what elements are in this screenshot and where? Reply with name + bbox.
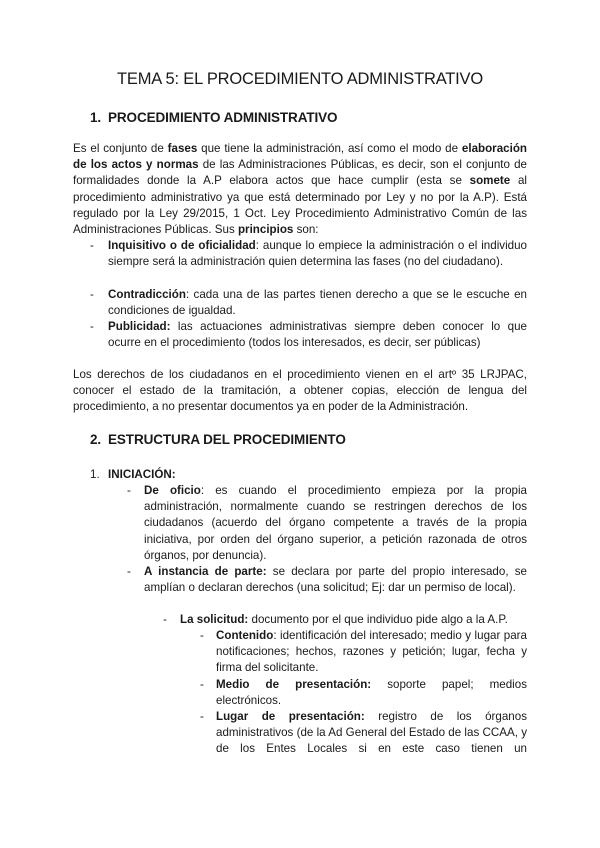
- solicitud-text: [180, 612, 530, 628]
- item-label: Medio de presentación:: [216, 678, 372, 691]
- detail-text: [216, 628, 527, 677]
- section-1-heading: [90, 110, 337, 125]
- text-run: las actuaciones administrativas siempre deben conocer lo que ocurre en el procedimiento (todos los interesados, es decir, ser públicas): [108, 320, 527, 350]
- bold-run: somete: [469, 174, 511, 188]
- principle-text: [108, 319, 527, 351]
- dash-bullet: -: [90, 239, 94, 252]
- item-label: A instancia de parte:: [144, 565, 267, 578]
- dash-bullet: -: [200, 710, 204, 723]
- dash-bullet: -: [200, 678, 204, 691]
- dash-bullet: -: [127, 484, 131, 497]
- text-run: Es el conjunto de: [73, 142, 168, 155]
- principle-label: Publicidad:: [108, 320, 171, 333]
- detail-text: [216, 709, 527, 758]
- dash-bullet: -: [90, 320, 94, 333]
- text-run: : identificación del interesado; medio y lugar para notificaciones; hechos, razones y petición; lugar, fecha y firma del solicitante.: [216, 629, 527, 675]
- text-run: son:: [293, 223, 319, 237]
- subsection-label: INICIACIÓN:: [108, 468, 176, 481]
- bold-run: principios: [237, 223, 294, 237]
- text-run: que tiene la administración, así como el modo de: [197, 142, 462, 155]
- section-title: ESTRUCTURA DEL PROCEDIMIENTO: [108, 432, 346, 447]
- dash-bullet: -: [200, 629, 204, 642]
- text-run: registro de los órganos administrativos (de la Ad General del Estado de las CCAA, y de los Entes Locales si en este caso tienen un: [216, 710, 527, 756]
- item-label: La solicitud:: [180, 613, 249, 626]
- dash-bullet: -: [163, 613, 167, 626]
- detail-text: [216, 677, 527, 709]
- bold-run: elaboración de los actos y normas: [73, 142, 527, 172]
- principle-text: [108, 238, 527, 270]
- text-run: : cada una de las partes tienen derecho a que se le escuche en condiciones de igualdad.: [108, 288, 527, 318]
- item-label: Lugar de presentación:: [216, 710, 365, 723]
- bold-run: fases: [167, 142, 198, 155]
- principle-label: Contradicción: [108, 288, 186, 301]
- section-number: 1.: [90, 110, 102, 125]
- principle-text: [108, 287, 527, 319]
- section-title: PROCEDIMIENTO ADMINISTRATIVO: [108, 110, 338, 125]
- item-label: De oficio: [144, 484, 201, 497]
- text-run: documento por el que individuo pide algo a la A.P.: [248, 613, 508, 626]
- intro-paragraph: [73, 141, 527, 238]
- principle-label: Inquisitivo o de oficialidad: [108, 239, 256, 252]
- section-2-heading: [90, 432, 346, 447]
- text-run: : es cuando el procedimiento empieza por la propia administración, normalmente cuando se restringen derechos de los ciudadanos (acuerdo del órgano competente a través de la propia iniciativa, por orden del órgano superior, a petición razonada de otros órganos, por denuncia).: [144, 484, 527, 562]
- dash-bullet: -: [127, 565, 131, 578]
- rights-paragraph: Los derechos de los ciudadanos en el procedimiento vienen en el artº 35 LRJPAC, conocer el estado de la tramitación, a obtener copias, elección de lengua del procedimiento, a no presentar documentos ya en poder de la Administración.: [73, 368, 527, 414]
- item-label: Contenido: [216, 629, 274, 642]
- text-run: de las Administraciones Públicas, es decir, son el conjunto de formalidades donde la A.P elabora actos que hace cumplir (esta se: [73, 158, 528, 188]
- text-run: soporte papel; medios electrónicos.: [216, 678, 527, 708]
- initiation-text: [144, 564, 527, 596]
- text-run: se declara por parte del propio interesado, se amplían o declaran derechos (una solicitud; Ej: dar un permiso de local).: [144, 565, 528, 595]
- initiation-text: [144, 483, 527, 564]
- dash-bullet: -: [90, 288, 94, 301]
- document-title: TEMA 5: EL PROCEDIMIENTO ADMINISTRATIVO: [117, 70, 483, 88]
- subsection-number: 1.: [90, 468, 100, 481]
- text-run: : aunque lo empiece la administración o el individuo siempre será la administración quien determina las fases (no del ciudadano).: [108, 239, 527, 269]
- section-number: 2.: [90, 432, 102, 447]
- text-run: al procedimiento administrativo ya que está determinado por Ley y no por la A.P). Está regulado por la Ley 29/2015, 1 Oct. Ley Procedimiento Administrativo Común de las Administraciones Públicas. Sus: [73, 174, 527, 237]
